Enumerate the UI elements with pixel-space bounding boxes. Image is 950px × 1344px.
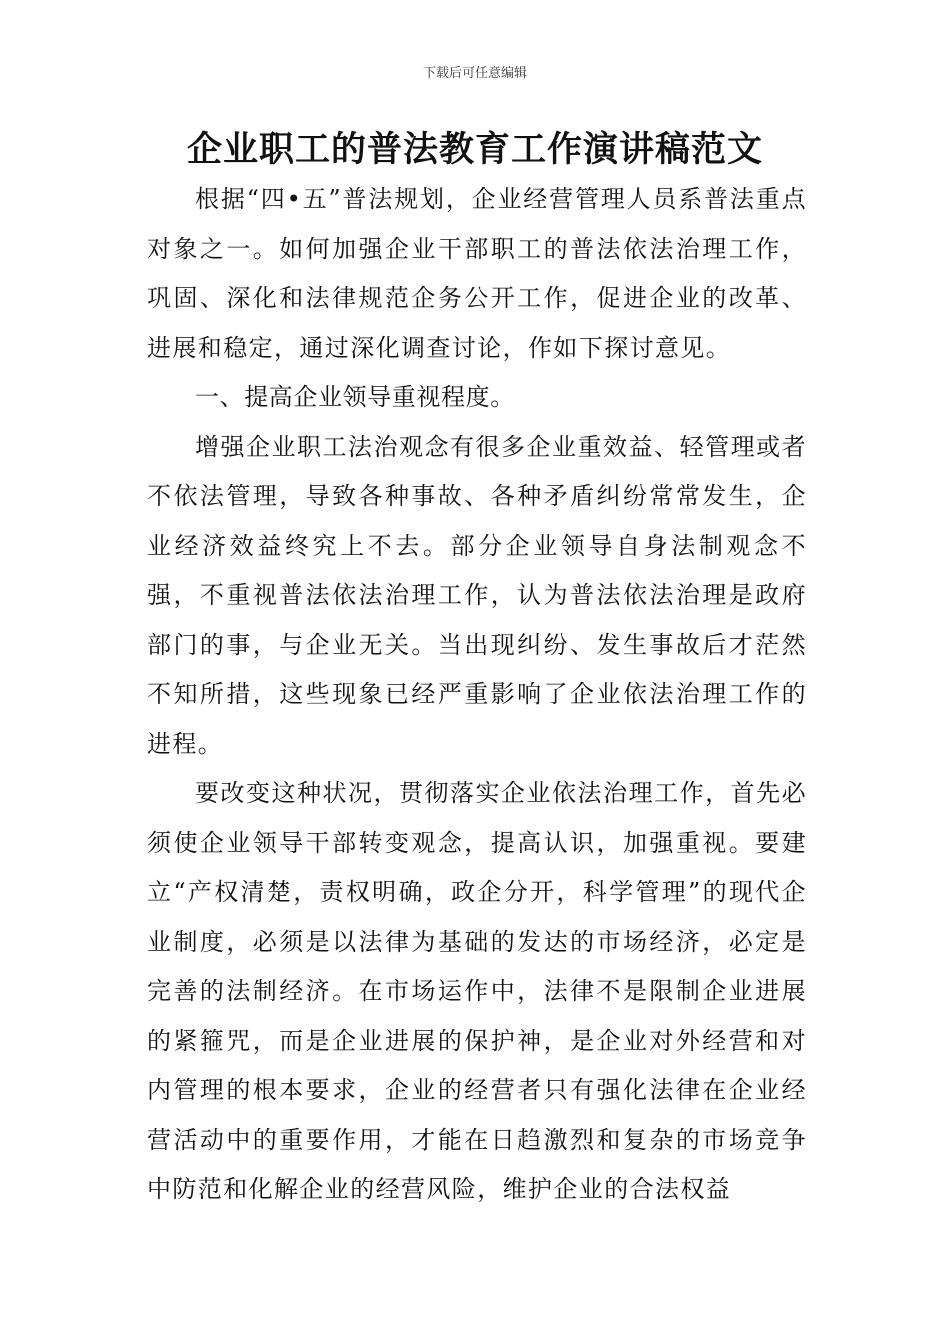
paragraph-3: 要改变这种状况，贯彻落实企业依法治理工作，首先必须使企业领导干部转变观念，提高认识，加强重视。要建立“产权清楚，责权明确，政企分开，科学管理”的现代企业制度，必须是以法律为基础的发达的市场经济，必定是完善的法制经济。在市场运作中，法律不是限制企业进展的紧箍咒，而是企业进展的保护神，是企业对外经营和对内管理的根本要求，企业的经营者只有强化法律在企业经营活动中的重要作用，才能在日趋激烈和复杂的市场竞争中防范和化解企业的经营风险，维护企业的合法权益 <box>147 779 807 1203</box>
document-body <box>147 175 807 1215</box>
header-note: 下载后可任意编辑 <box>422 66 527 81</box>
paragraph-intro: 根据“四•五”普法规划，企业经营管理人员系普法重点对象之一。如何加强企业干部职工的普法依法治理工作，巩固、深化和法律规范企务公开工作，促进企业的改革、进展和稳定，通过深化调查讨论，作如下探讨意见。 <box>147 185 807 362</box>
paragraph-2: 增强企业职工法治观念有很多企业重效益、轻管理或者不依法管理，导致各种事故、各种矛盾纠纷常常发生，企业经济效益终究上不去。部分企业领导自身法制观念不强，不重视普法依法治理工作，认为普法依法治理是政府部门的事，与企业无关。当出现纠纷、发生事故后才茫然不知所措，这些现象已经严重影响了企业依法治理工作的进程。 <box>147 432 807 758</box>
document-title: 企业职工的普法教育工作演讲稿范文 <box>186 129 763 170</box>
section-heading-1: 一、提高企业领导重视程度。 <box>195 383 515 411</box>
